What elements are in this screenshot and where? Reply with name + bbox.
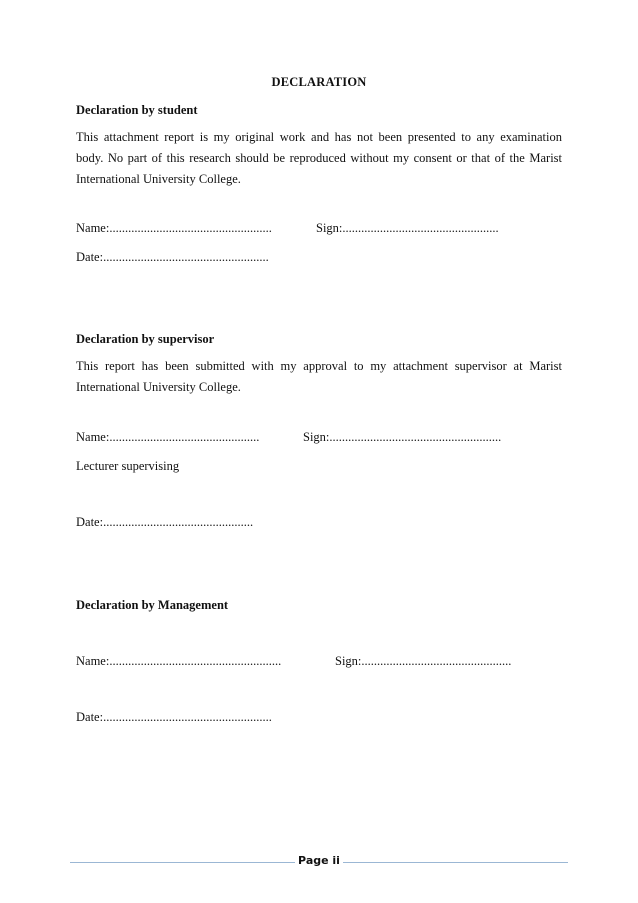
supervisor-date-field: Date:................................................ (76, 515, 254, 529)
student-sign-field: Sign:.................................................. (316, 221, 499, 235)
lecturer-supervising-label: Lecturer supervising (76, 459, 180, 473)
student-text-line: body. No part of this research should be reproduced without my consent or that of the Marist (76, 151, 562, 165)
student-name-field: Name:.................................................... (76, 221, 272, 235)
student-text-line: This attachment report is my original work and has not been presented to any examination (76, 130, 562, 144)
document-title: DECLARATION (271, 75, 367, 89)
page-number: Page ii (298, 854, 340, 867)
supervisor-name-field: Name:................................................ (76, 430, 260, 444)
student-text-line: International University College. (76, 172, 241, 186)
supervisor-text-line: International University College. (76, 380, 241, 394)
supervisor-text-line: This report has been submitted with my approval to my attachment supervisor at Marist (76, 359, 562, 373)
supervisor-declaration-heading: Declaration by supervisor (76, 332, 215, 346)
management-date-field: Date:...................................................... (76, 710, 272, 724)
management-sign-field: Sign:................................................ (335, 654, 512, 668)
supervisor-sign-field: Sign:....................................................... (303, 430, 502, 444)
student-date-field: Date:..................................................... (76, 250, 269, 264)
student-declaration-heading: Declaration by student (76, 103, 198, 117)
student-declaration-text (76, 127, 562, 190)
management-name-field: Name:....................................................... (76, 654, 282, 668)
management-declaration-heading: Declaration by Management (76, 598, 229, 612)
supervisor-declaration-text (76, 356, 562, 398)
